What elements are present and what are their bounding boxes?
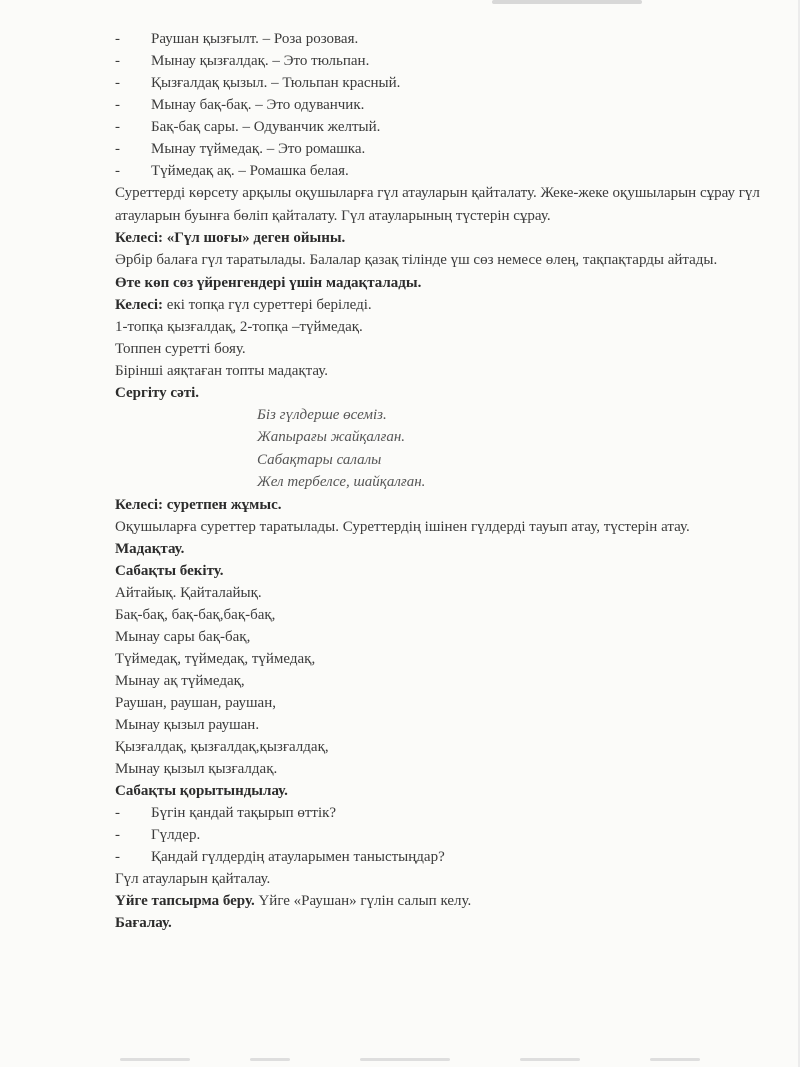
vocabulary-list [115,28,775,182]
list-item: - Мынау қызғалдақ. – Это тюльпан. [115,50,775,72]
list-item-text: Раушан қызғылт. – Роза розовая. [151,31,359,47]
paragraph-picture-work: Оқушыларға суреттер таратылады. Суреттердің ішінен гүлдерді тауып атау, түстерін атау. [115,518,690,535]
heading-praise: Өте көп сөз үйренгендері үшін мадақталады. [115,274,422,291]
poem-line: Жапырағы жайқалған. [257,429,406,445]
chant-line: Түймедақ, түймедақ, түймедақ, [115,651,316,667]
chant-line: Қызғалдақ, қызғалдақ,қызғалдақ, [115,739,329,755]
list-item: - Бақ-бақ сары. – Одуванчик желтый. [115,116,775,138]
homework-label: Үйге тапсырма беру. [115,893,255,909]
groups-line: 1-топқа қызғалдақ, 2-топқа –түймедақ. [115,318,363,335]
list-item-text: Мынау бақ-бақ. – Это одуванчик. [151,97,365,113]
heading-reinforce: Сабақты бекіту. [115,563,224,579]
paragraph-repeat-names: Суреттерді көрсету арқылы оқушыларға гүл атауларын қайталату. Жеке-жеке оқушыларын сұрау гүл атауларын буынға бөліп қайталату. Гүл атауларының түстерін сұрау. [115,185,760,224]
document-body [115,28,775,934]
color-line: Топпен суретті бояу. [115,340,246,357]
list-item: - Қызғалдақ қызыл. – Тюльпан красный. [115,72,775,94]
summary-list [115,802,775,868]
list-item-text: Бақ-бақ сары. – Одуванчик желтый. [151,119,381,135]
chant-line: Мынау сары бақ-бақ, [115,629,251,645]
list-item-text: Қызғалдақ қызыл. – Тюльпан красный. [151,75,401,91]
chant-line: Раушан, раушан, раушан, [115,695,276,711]
chant-block [115,582,775,780]
chant-line: Бақ-бақ, бақ-бақ,бақ-бақ, [115,607,276,623]
chant-line: Мынау қызыл қызғалдақ. [115,761,278,777]
list-item: - Қандай гүлдердің атауларымен таныстыңдар? [115,846,775,868]
heading-grade: Бағалау. [115,915,172,931]
chant-line: Мынау қызыл раушан. [115,717,260,733]
chant-line: Мынау ақ түймедақ, [115,673,245,689]
heading-game: Келесі: «Гүл шоғы» деген ойыны. [115,230,346,246]
homework-line [115,890,775,912]
heading-break: Сергіту сәті. [115,384,200,401]
next-label: Келесі: [115,296,164,313]
list-item: - Раушан қызғылт. – Роза розовая. [115,28,775,50]
list-item: - Мынау бақ-бақ. – Это одуванчик. [115,94,775,116]
list-item: - Гүлдер. [115,824,775,846]
chant-line: Айтайық. Қайталайық. [115,585,262,601]
poem-line: Біз гүлдерше өсеміз. [257,406,387,423]
list-item-text: Мынау түймедақ. – Это ромашка. [151,141,366,157]
scan-marks-bottom [0,1055,800,1061]
list-item-text: Түймедақ ақ. – Ромашка белая. [151,163,349,179]
next-groups-line [115,294,775,316]
homework-text: Үйге «Раушан» гүлін салып келу. [254,893,472,909]
list-item: - Түймедақ ақ. – Ромашка белая. [115,160,775,182]
list-item-text: Гүлдер. [151,827,201,843]
list-item: - Мынау түймедақ. – Это ромашка. [115,138,775,160]
scan-mark-top [492,0,642,4]
first-group-line: Бірінші аяқтаған топты мадақтау. [115,362,329,379]
poem-line: Сабақтары салалы [257,451,382,468]
heading-summary: Сабақты қорытындылау. [115,783,288,799]
poem-block [115,404,775,494]
heading-picture-work: Келесі: суретпен жұмыс. [115,496,282,513]
list-item-text: Қандай гүлдердің атауларымен таныстыңдар? [151,849,445,865]
next-groups-text: екі топқа гүл суреттері беріледі. [163,296,372,313]
poem-line: Жел тербелсе, шайқалған. [257,474,426,490]
list-item-text: Мынау қызғалдақ. – Это тюльпан. [151,53,370,69]
heading-praise-2: Мадақтау. [115,541,185,557]
list-item-text: Бүгін қандай тақырып өттік? [151,805,337,821]
paragraph-game: Әрбір балаға гүл таратылады. Балалар қазақ тілінде үш сөз немесе өлең, тақпақтарды айтады. [115,252,718,268]
repeat-line: Гүл атауларын қайталау. [115,871,271,887]
list-item: - Бүгін қандай тақырып өттік? [115,802,775,824]
